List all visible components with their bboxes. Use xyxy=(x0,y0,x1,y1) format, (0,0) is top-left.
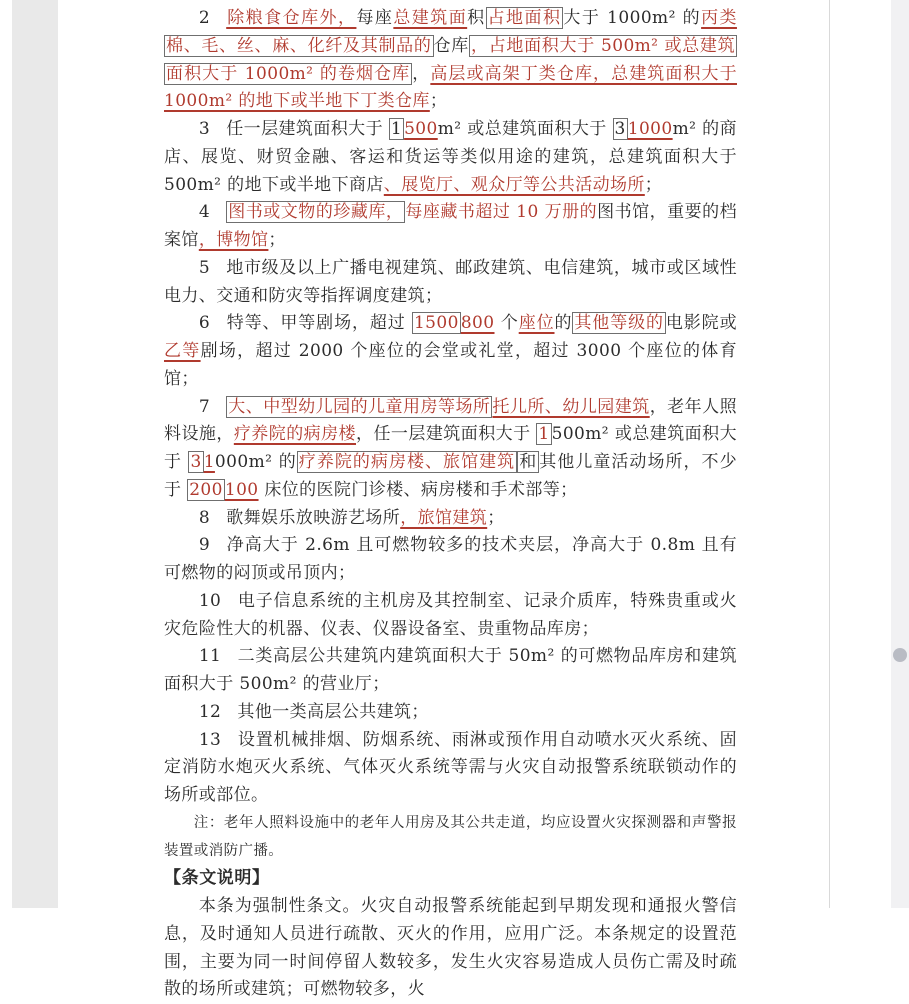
text-run-r: 每座藏书超过 10 万册的 xyxy=(405,202,598,223)
text-run-ru: 除粮食仓库外， xyxy=(226,8,357,28)
text-run-rb: 200 xyxy=(189,479,223,500)
text-run-ru: 800 xyxy=(460,313,495,334)
paragraph xyxy=(164,255,737,311)
text-run-k: 地市级及以上广播电视建筑、邮政建筑、电信建筑，城市或区域性电力、交通和防灾等指挥调度建筑； xyxy=(164,257,737,306)
text-run-rb: 疗养院的病房楼、旅馆建筑 xyxy=(298,452,516,472)
text-run-num: 9 xyxy=(198,535,211,556)
text-run-rb: 其他等级的 xyxy=(574,313,664,334)
text-run-num: 11 xyxy=(198,646,222,667)
text-run-ru: 1 xyxy=(203,452,215,472)
text-run-ru: 乙等 xyxy=(164,341,201,361)
text-run-num: 8 xyxy=(198,507,211,528)
text-run-rb: ，占地面积大于 500m² 或总建筑面积大于 1000m² 的卷烟仓库 xyxy=(166,35,736,84)
text-run-rb: 棉、毛、丝、麻、化纤及其制品的 xyxy=(166,35,432,56)
paragraph xyxy=(164,893,737,1004)
text-run-ru: ，博物馆 xyxy=(198,230,269,250)
scrollbar-track[interactable] xyxy=(891,0,909,908)
text-run-num: 2 xyxy=(198,8,211,28)
text-run-num: 6 xyxy=(198,313,211,334)
text-run-k: 个 xyxy=(494,313,519,334)
text-run-k: 剧场，超过 2000 个座位的会堂或礼堂，超过 3000 个座位的体育馆； xyxy=(164,341,737,389)
text-run-ru: 托儿所、幼儿园建筑 xyxy=(492,396,650,417)
document-text xyxy=(164,5,737,1004)
paragraph xyxy=(164,727,737,810)
text-run-rb: 占地面积 xyxy=(487,8,562,28)
text-run-num: 5 xyxy=(198,257,211,278)
text-run-k: 电影院或 xyxy=(665,313,737,334)
text-run-k: ； xyxy=(644,174,663,195)
text-run-rb: 1 xyxy=(538,424,550,445)
text-run-k: m² 的商店、展览、财贸金融、客运和货运等类似用途的建筑，总建筑面积大于 500m² 的地下或半地下商店 xyxy=(164,119,738,195)
text-run-k: 其他一类高层公共建筑； xyxy=(237,701,429,722)
text-run-kb: 和 xyxy=(519,452,538,472)
text-run-k: ； xyxy=(268,230,286,250)
text-run-k: 图书馆，重要的档案馆 xyxy=(164,202,738,250)
text-run-num: 13 xyxy=(198,729,222,750)
paragraph xyxy=(164,505,737,533)
text-run-k: m² 或总建筑面积大于 xyxy=(437,119,613,139)
text-run-k: 本条为强制性条文。火灾自动报警系统能起到早期发现和通报火警信息，及时通知人员进行疏散、灭火的作用，应用广泛。本条规定的设置范围，主要为同一时间停留人数较多，发生火灾容易造成人员伤亡需及时疏散的场所或建筑；可燃物较多，火 xyxy=(164,896,737,1000)
text-run-k: 注：老年人照料设施中的老年人用房及其公共走道，均应设置火灾探测器和声警报装置或消防广播。 xyxy=(164,814,737,859)
text-run-rb: 3 xyxy=(190,452,202,472)
text-run-k: 设置机械排烟、防烟系统、雨淋或预作用自动喷水灭火系统、固定消防水炮灭火系统、气体灭火系统等需与火灾自动报警系统联锁动作的场所或部位。 xyxy=(164,729,737,805)
paragraph xyxy=(164,588,737,644)
text-run-k: 【条文说明】 xyxy=(164,868,270,889)
text-run-k: 其他儿童活动场所，不少于 xyxy=(164,452,737,500)
text-run-ru: 座位 xyxy=(518,313,555,334)
text-run-kb: 3 xyxy=(614,119,626,139)
text-run-k: ， xyxy=(412,63,431,84)
text-run-rb: 图书或文物的珍藏库， xyxy=(228,202,404,223)
text-run-ru: 高层或高架丁类仓库，总建筑面积大于 1000m² 的地下或半地下丁类仓库 xyxy=(164,63,737,112)
text-run-ru: 500 xyxy=(404,119,438,139)
text-run-k: 净高大于 2.6m 且可燃物较多的技术夹层，净高大于 0.8m 且有可燃物的闷顶或吊顶内； xyxy=(164,535,737,583)
text-run-kb: 1 xyxy=(390,119,403,139)
document-page xyxy=(58,0,830,1000)
paragraph xyxy=(164,199,737,255)
text-run-ru: 1000 xyxy=(627,119,673,139)
text-run-num: 10 xyxy=(198,590,222,611)
paragraph xyxy=(164,116,737,199)
text-run-rb: 1500 xyxy=(413,313,459,334)
text-run-k: 的 xyxy=(554,313,573,334)
paragraph xyxy=(164,5,737,116)
text-run-k: 每座 xyxy=(356,8,394,28)
text-run-rb: 大、中型幼儿园的儿童用房等场所 xyxy=(228,396,491,417)
text-run-ru: 、展览厅、观众厅等公共活动场所 xyxy=(383,174,645,195)
text-run-k: 000m² 的 xyxy=(214,452,297,472)
left-gutter xyxy=(12,0,58,908)
text-run-k: 床位的医院门诊楼、病房楼和手术部等； xyxy=(258,479,578,500)
text-run-k: 500m² 或总建筑面积大于 xyxy=(164,424,737,472)
text-run-num: 3 xyxy=(198,119,211,139)
text-run-k: 大于 1000m² 的 xyxy=(563,8,702,28)
text-run-k: ，任一层建筑面积大于 xyxy=(356,424,537,445)
text-run-k: 歌舞娱乐放映游艺场所 xyxy=(226,507,401,528)
text-run-k: ； xyxy=(429,91,448,112)
text-run-ru: 丙类 xyxy=(701,8,737,28)
scrollbar-thumb[interactable] xyxy=(893,648,907,662)
paragraph xyxy=(164,532,737,588)
text-run-k: ，老年人照料设施， xyxy=(164,396,738,445)
text-run-k: 二类高层公共建筑内建筑面积大于 50m² 的可燃物品库房和建筑面积大于 500m² 的营业厅； xyxy=(164,646,737,694)
text-run-k: 特等、甲等剧场，超过 xyxy=(226,313,412,334)
text-run-ru: 总建筑面 xyxy=(393,8,468,28)
text-run-num: 4 xyxy=(198,202,211,223)
paragraph xyxy=(164,310,737,393)
text-run-ru: 100 xyxy=(224,479,259,500)
paragraph xyxy=(164,699,737,727)
text-run-k: 积 xyxy=(467,8,486,28)
paragraph xyxy=(164,643,737,699)
text-run-ru: 疗养院的病房楼 xyxy=(233,424,357,445)
paragraph xyxy=(164,865,737,893)
text-run-k: ； xyxy=(487,507,505,528)
text-run-k: 仓库 xyxy=(433,35,469,56)
text-run-k: 任一层建筑面积大于 xyxy=(226,119,389,139)
text-run-num: 7 xyxy=(198,396,211,417)
text-run-ru: ，旅馆建筑 xyxy=(400,507,488,528)
paragraph xyxy=(164,810,737,866)
text-run-k: 电子信息系统的主机房及其控制室、记录介质库，特殊贵重或火灾危险性大的机器、仪表、仪器设备室、贵重物品库房； xyxy=(164,590,737,639)
paragraph xyxy=(164,394,737,505)
text-run-num: 12 xyxy=(198,701,222,722)
